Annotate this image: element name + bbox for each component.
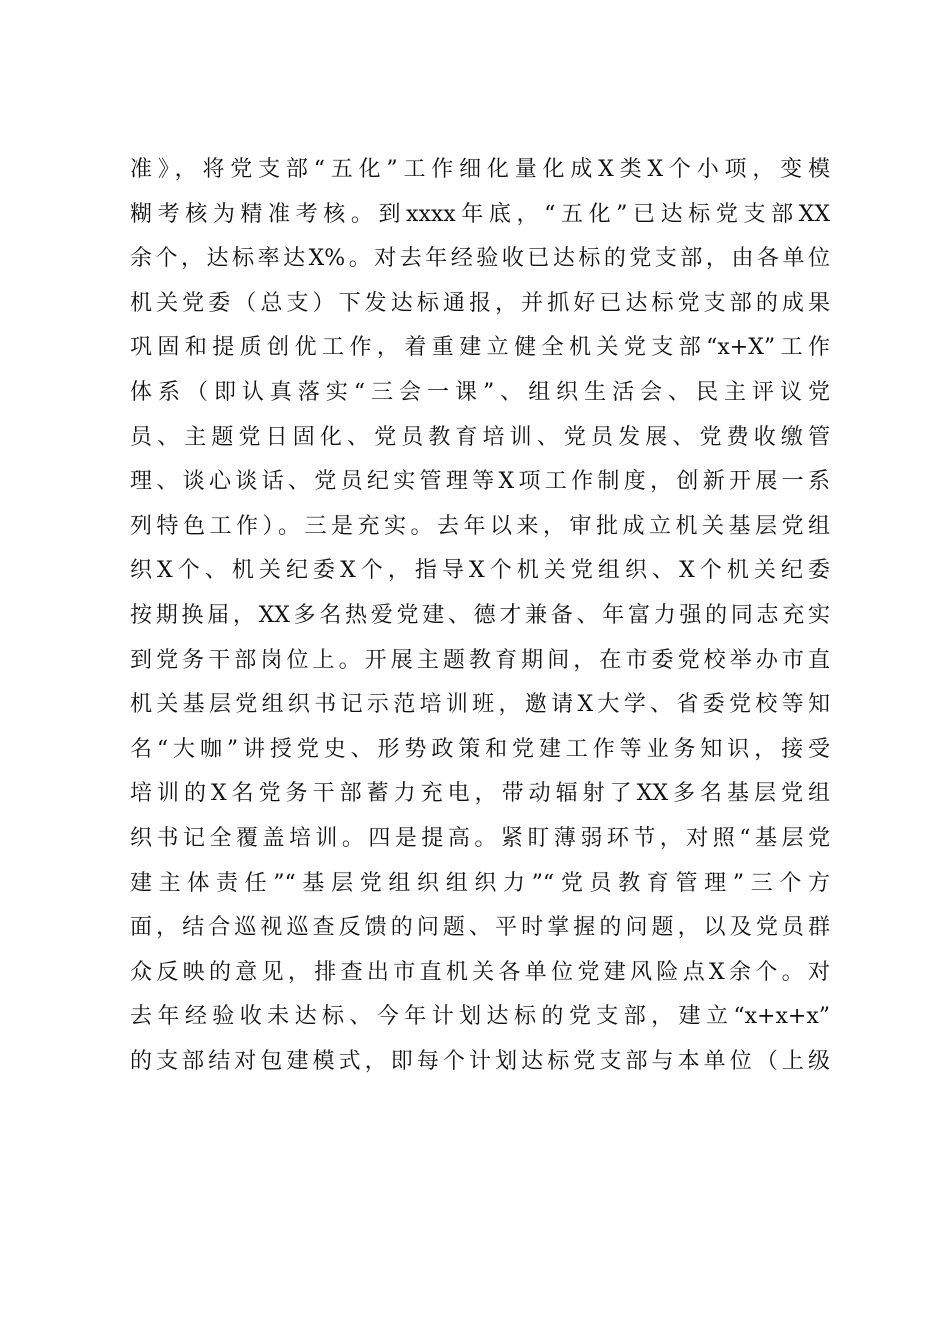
text-line: 织书记全覆盖培训。四是提高。紧盯薄弱环节，对照“基层党 [130, 825, 830, 851]
text-line: 巩固和提质创优工作，着重建立健全机关党支部“x+X”工作 [130, 335, 830, 361]
text-line: 面，结合巡视巡查反馈的问题、平时掌握的问题，以及党员群 [130, 915, 830, 941]
text-line: 理、谈心谈话、党员纪实管理等X项工作制度，创新开展一系 [130, 469, 830, 495]
text-line: 的支部结对包建模式，即每个计划达标党支部与本单位（上级 [130, 1048, 830, 1074]
text-line: 到党务干部岗位上。开展主题教育期间，在市委党校举办市直 [130, 647, 830, 673]
text-line: 准》，将党支部“五化”工作细化量化成X类X个小项，变模 [130, 157, 830, 182]
text-line: 织X个、机关纪委X个，指导X个机关党组织、X个机关纪委 [130, 558, 830, 584]
text-line: 员、主题党日固化、党员教育培训、党员发展、党费收缴管 [130, 424, 830, 450]
text-line: 按期换届，XX多名热爱党建、德才兼备、年富力强的同志充实 [130, 602, 830, 628]
text-line: 列特色工作）。三是充实。去年以来，审批成立机关基层党组 [130, 513, 830, 539]
text-line: 体系（即认真落实“三会一课”、组织生活会、民主评议党 [130, 379, 830, 405]
text-line: 众反映的意见，排查出市直机关各单位党建风险点X余个。对 [130, 959, 830, 985]
text-line: 余个，达标率达X%。对去年经验收已达标的党支部，由各单位 [130, 246, 830, 272]
text-line: 糊考核为精准考核。到xxxx年底，“五化”已达标党支部XX [130, 201, 830, 227]
text-line: 培训的X名党务干部蓄力充电，带动辐射了XX多名基层党组 [130, 781, 830, 807]
text-line: 机关党委（总支）下发达标通报，并抓好已达标党支部的成果 [130, 290, 830, 316]
text-line: 名“大咖”讲授党史、形势政策和党建工作等业务知识，接受 [130, 736, 830, 762]
body-paragraph [130, 148, 830, 1084]
text-line: 去年经验收未达标、今年计划达标的党支部，建立“x+x+x” [130, 1004, 830, 1030]
text-line: 机关基层党组织书记示范培训班，邀请X大学、省委党校等知 [130, 692, 830, 718]
text-line: 建主体责任”“基层党组织组织力”“党员教育管理”三个方 [130, 870, 830, 896]
